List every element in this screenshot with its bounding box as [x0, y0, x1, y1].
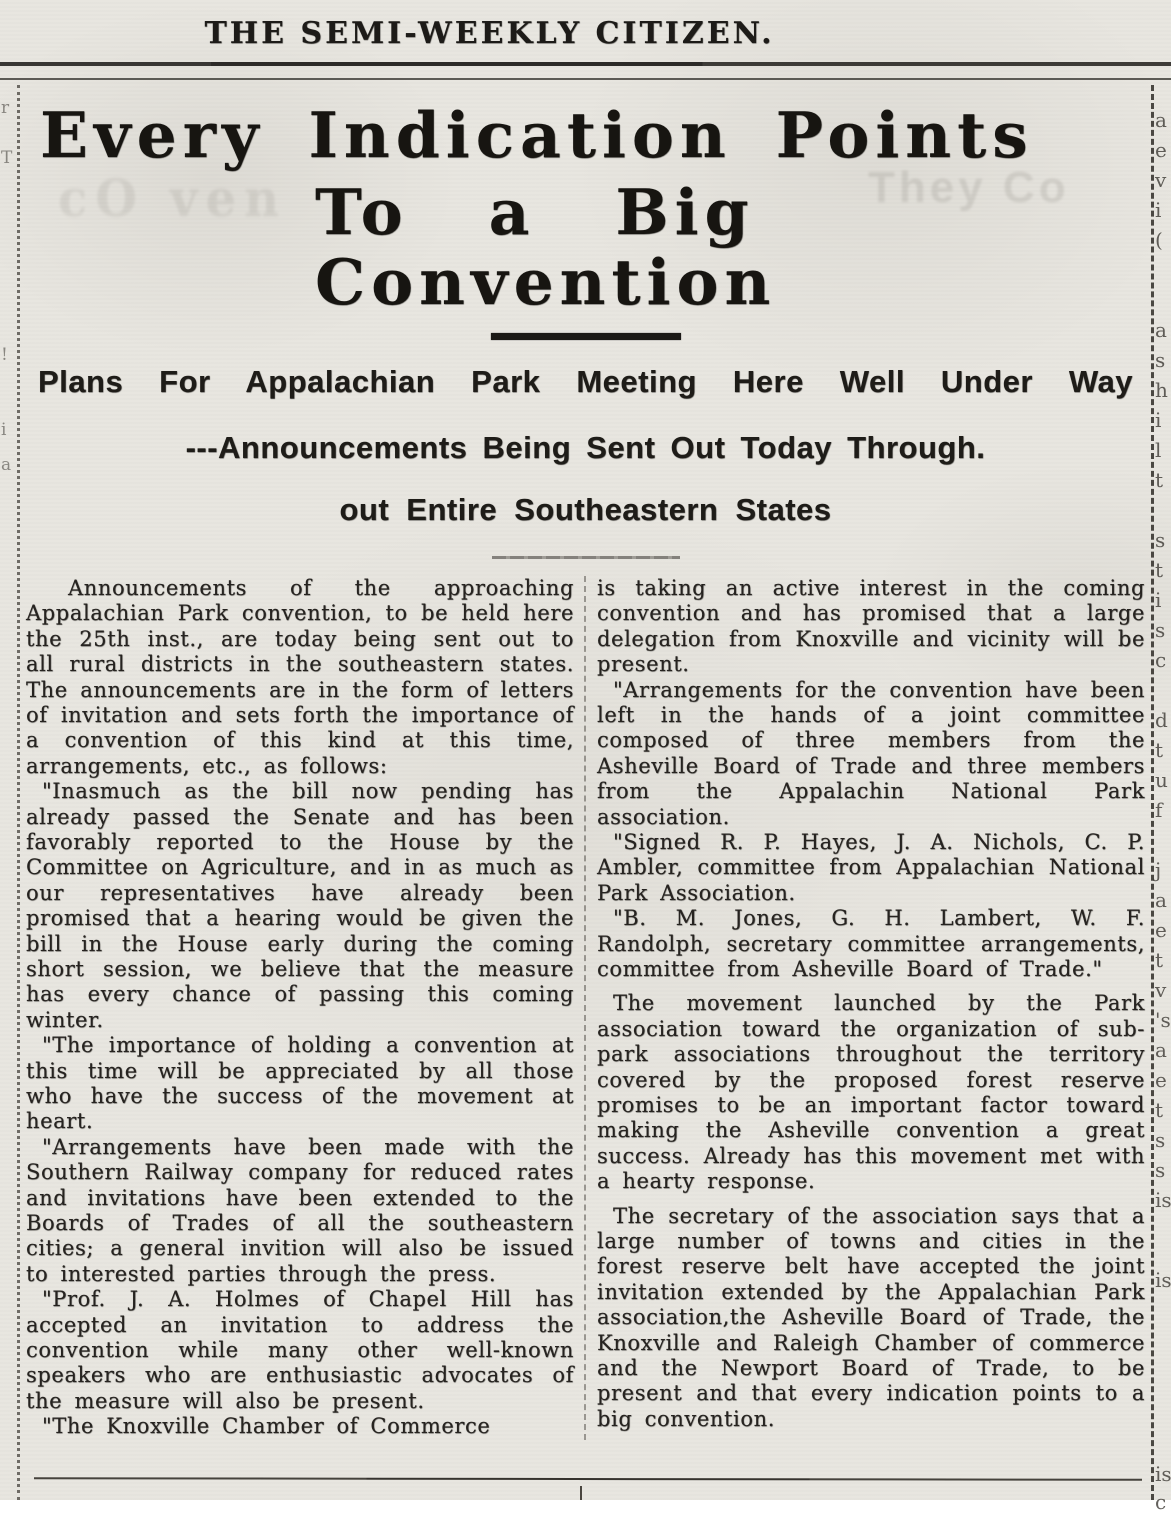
article	[17, 85, 1154, 1500]
show-through-text: They Co	[868, 163, 1070, 212]
column-fragment: s	[1155, 1158, 1166, 1182]
column-fragment: c	[1155, 1490, 1167, 1514]
column-fragment: i	[1155, 588, 1162, 612]
column-fragment: t	[1155, 558, 1164, 582]
column-fragment: e	[1155, 138, 1167, 162]
headline-line-1: Every Indication Points	[40, 98, 1034, 172]
column-fragment: t	[1155, 948, 1164, 972]
column-divider	[584, 576, 586, 1440]
masthead-rule-thick	[0, 62, 1171, 66]
paragraph: is taking an active interest in the coming convention and has promised that a large delegation from Knoxville and vicinity will be present.	[597, 575, 1145, 677]
show-through-text: cO ven	[58, 169, 288, 229]
masthead	[0, 16, 1171, 51]
column-fragment: c	[1155, 648, 1167, 672]
column-fragment: a	[1155, 318, 1167, 342]
subheadline-divider	[492, 556, 680, 559]
column-fragment: t	[1155, 468, 1164, 492]
body-columns	[22, 576, 1149, 1440]
column-fragment: t	[1155, 1098, 1164, 1122]
column-fragment: s	[1155, 528, 1166, 552]
paragraph: "The importance of holding a convention at this time will be appreciated by all those who have the success of the movement at heart.	[26, 1033, 574, 1134]
column-fragment: r	[1, 98, 10, 118]
newspaper-title: THE SEMI-WEEKLY CITIZEN.	[204, 16, 775, 51]
column-fragment: i	[1, 420, 7, 440]
column-fragment: a	[1155, 108, 1167, 132]
paragraph: "Signed R. P. Hayes, J. A. Nichols, C. P. Ambler, committee from Appalachian National Park Association.	[597, 829, 1145, 905]
next-row-column-divider	[580, 1486, 582, 1500]
column-fragment: j	[1155, 858, 1162, 882]
paragraph: The secretary of the association says that a large number of towns and cities in the forest reserve belt have accepted the joint invitation extended by the Appalachian Park association,the Asheville Board of Trade, the Knoxville and Raleigh Chamber of commerce and the Newport Board of Trade, to be present and that every indication points to a big convention.	[597, 1203, 1145, 1431]
column-fragment: (	[1155, 228, 1163, 252]
column-fragment: v	[1155, 978, 1167, 1002]
paragraph: "Arrangements have been made with the Southern Railway company for reduced rates and invitations have been extended to the Boards of Trades of all the southeastern cities; a general invition will also be issued to interested parties through the press.	[26, 1134, 574, 1286]
subheadline-line-2: ---Announcements Being Sent Out Today Through.	[185, 429, 986, 465]
subheadline-line-1: Plans For Appalachian Park Meeting Here Well Under Way	[38, 363, 1133, 399]
masthead-rule-thin	[0, 78, 1171, 80]
column-fragment: i	[1155, 198, 1162, 222]
column-fragment: is	[1155, 1188, 1172, 1212]
column-fragment: T	[1, 148, 13, 168]
column-fragment: i	[1155, 408, 1162, 432]
column-fragment: d	[1155, 708, 1168, 732]
column-fragment: t	[1155, 738, 1164, 762]
column-fragment: s	[1155, 618, 1166, 642]
column-fragment: s	[1155, 348, 1166, 372]
column-fragment: 's	[1155, 1008, 1171, 1032]
left-column	[26, 576, 574, 1440]
subheadline-line-3: out Entire Southeastern States	[339, 491, 832, 527]
headline-line-2: To a Big Convention	[315, 175, 777, 319]
column-fragment: !	[1, 345, 8, 365]
paragraph: Announcements of the approaching Appalachian Park convention, to be held here the 25th inst., are today being sent out to all rural districts in the southeastern states. The announcements are in the form of letters of invitation and sets forth the importance of a convention of this kind at this time, arrangements, etc., as follows:	[26, 575, 574, 778]
column-fragment: v	[1155, 168, 1167, 192]
column-fragment: is	[1155, 1268, 1172, 1292]
column-fragment: s	[1155, 1128, 1166, 1152]
right-margin-fragments	[1154, 0, 1172, 1514]
column-fragment: a	[1, 455, 12, 475]
article-bottom-rule	[34, 1477, 1142, 1481]
column-fragment: e	[1155, 1068, 1167, 1092]
column-fragment: u	[1155, 768, 1168, 792]
paragraph: "Prof. J. A. Holmes of Chapel Hill has accepted an invitation to address the convention while many other well-known speakers who are enthusiastic advocates of the measure will also be present.	[26, 1287, 574, 1413]
column-fragment: is	[1155, 1462, 1172, 1486]
paragraph: The movement launched by the Park association toward the organization of sub-park associations throughout the territory covered by the proposed forest reserve promises to be an important factor toward making the Asheville convention a great success. Already has this movement met with a hearty response.	[597, 991, 1145, 1194]
headline-divider	[491, 333, 681, 340]
right-column	[597, 576, 1145, 1440]
column-fragment: a	[1155, 888, 1167, 912]
paragraph: "B. M. Jones, G. H. Lambert, W. F. Randolph, secretary committee arrangements, committee from Asheville Board of Trade."	[597, 906, 1145, 981]
paragraph: "The Knoxville Chamber of Commerce	[42, 1414, 491, 1439]
left-margin-fragments	[0, 0, 12, 1500]
column-fragment: a	[1155, 1038, 1167, 1062]
column-fragment: e	[1155, 918, 1167, 942]
column-fragment: l	[1155, 438, 1162, 462]
column-fragment: h	[1155, 378, 1168, 402]
paragraph: "Arrangements for the convention have been left in the hands of a joint committee composed of three members from the Asheville Board of Trade and three members from the Appalachin National Park association.	[597, 677, 1145, 829]
column-fragment: f	[1155, 798, 1163, 822]
paragraph: "Inasmuch as the bill now pending has already passed the Senate and has been favorably reported to the House by the Committee on Agriculture, and in as much as our representatives have already been promised that a hearing would be given the bill in the House early during the coming short session, we believe that the measure has every chance of passing this coming winter.	[26, 779, 574, 1032]
